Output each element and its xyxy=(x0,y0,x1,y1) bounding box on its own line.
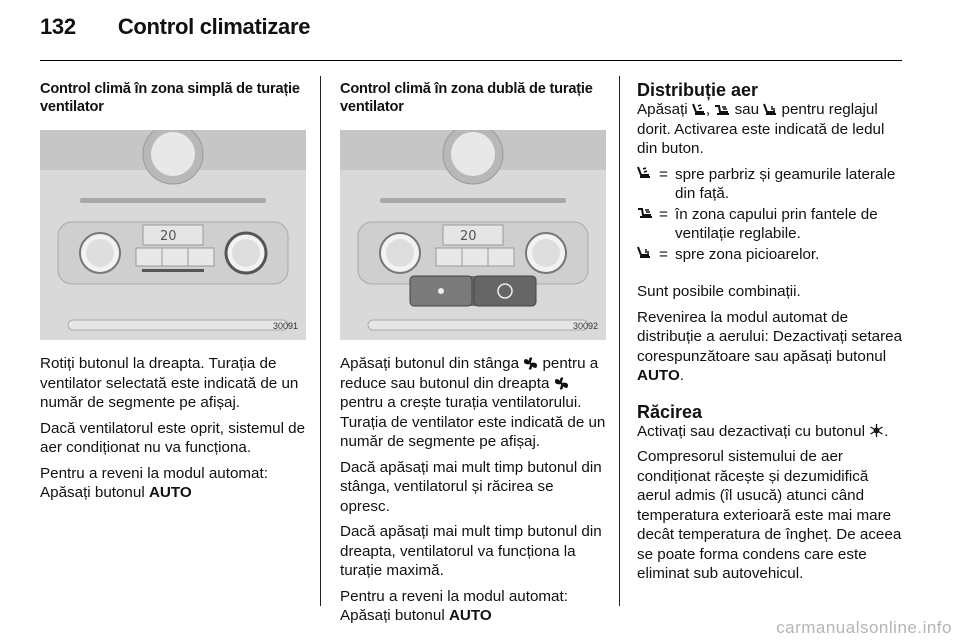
column-divider-2 xyxy=(619,76,620,606)
panel-display-temp: 20 xyxy=(460,229,477,244)
page-number: 132 xyxy=(40,14,76,39)
definition-item: = spre zona picioarelor. xyxy=(637,245,905,265)
paragraph: Dacă ventilatorul este oprit, sistemul de aer condiționat nu va funcționa. xyxy=(40,419,306,456)
column-divider-1 xyxy=(320,76,321,606)
column-single-zone xyxy=(40,80,308,509)
face-vent-airflow-icon xyxy=(714,103,730,116)
paragraph: Dacă apăsați mai mult timp butonul din stânga, ventilatorul și răcirea se opresc. xyxy=(340,458,602,515)
fan-icon xyxy=(554,377,569,390)
climate-panel-illustration xyxy=(340,130,606,340)
definition-item: = spre parbriz și geamurile laterale din față. xyxy=(637,165,905,204)
face-vent-airflow-icon xyxy=(637,206,653,219)
climate-panel-illustration xyxy=(40,130,306,340)
column-dual-zone xyxy=(340,80,606,632)
definition-item: = în zona capului prin fantele de ventilație reglabile. xyxy=(637,205,905,244)
paragraph: Rotiți butonul la dreapta. Turația de ventilator selectată este indicată de un număr de segmente pe afișaj. xyxy=(40,355,299,411)
windscreen-airflow-icon xyxy=(692,103,706,116)
figure-single-zone-panel xyxy=(40,130,306,340)
paragraph: Sunt posibile combinații. xyxy=(637,283,801,300)
paragraph: Activați sau dezactivați cu butonul . xyxy=(637,422,889,440)
figure-number: 30092 xyxy=(572,320,598,331)
section-heading-dual-zone: Control climă în zona dublă de turație ventilator xyxy=(340,81,593,115)
paragraph: Apăsați , sau pentru reglajul dorit. Activarea este indicată de ledul din buton. xyxy=(637,101,885,157)
paragraph: Dacă apăsați mai mult timp butonul din dreapta, ventilatorul va funcționa la turație maximă. xyxy=(340,523,602,579)
page-title: Control climatizare xyxy=(117,14,311,39)
paragraph: Revenirea la modul automat de distribuție a aerului: Dezactivați setarea corespunzătoare sau apăsați butonul AUTO. xyxy=(637,308,903,384)
footwell-airflow-icon xyxy=(637,246,651,259)
column-air-distribution xyxy=(637,80,905,590)
auto-button-label: AUTO xyxy=(637,367,680,384)
auto-button-label: AUTO xyxy=(448,607,492,624)
paragraph: Compresorul sistemului de aer condiționat răcește și dezumidifică aerul admis (îl usucă) atunci când temperatura exterioară este mai mare decât temperatura de îngheț. De aceea se poate forma condens care este eliminat sub autovehicul. xyxy=(637,448,902,582)
snowflake-ac-icon xyxy=(869,423,884,438)
page-header xyxy=(40,14,310,40)
section-heading-single-zone: Control climă în zona simplă de turație ventilator xyxy=(40,81,300,115)
fan-icon xyxy=(523,357,538,370)
figure-number: 30091 xyxy=(272,320,298,331)
paragraph: Apăsați butonul din stânga pentru a reduce sau butonul din dreapta pentru a crește turația ventilatorului. Turația de ventilator este indicată de un număr de segmente pe afișaj. xyxy=(340,355,606,450)
watermark: carmanualsonline.info xyxy=(776,618,952,637)
panel-display-temp: 20 xyxy=(160,229,177,244)
auto-button-label: AUTO xyxy=(148,484,192,501)
footwell-airflow-icon xyxy=(763,103,777,116)
windscreen-airflow-icon xyxy=(637,166,651,179)
figure-dual-zone-panel xyxy=(340,130,606,340)
header-rule xyxy=(40,60,902,61)
paragraph: Pentru a reveni la modul automat: Apăsați butonul AUTO xyxy=(340,587,568,624)
section-heading-air-distribution: Distribuție aer xyxy=(637,80,759,100)
section-heading-cooling: Răcirea xyxy=(637,401,703,422)
paragraph: Pentru a reveni la modul automat: Apăsați butonul AUTO xyxy=(40,464,268,501)
